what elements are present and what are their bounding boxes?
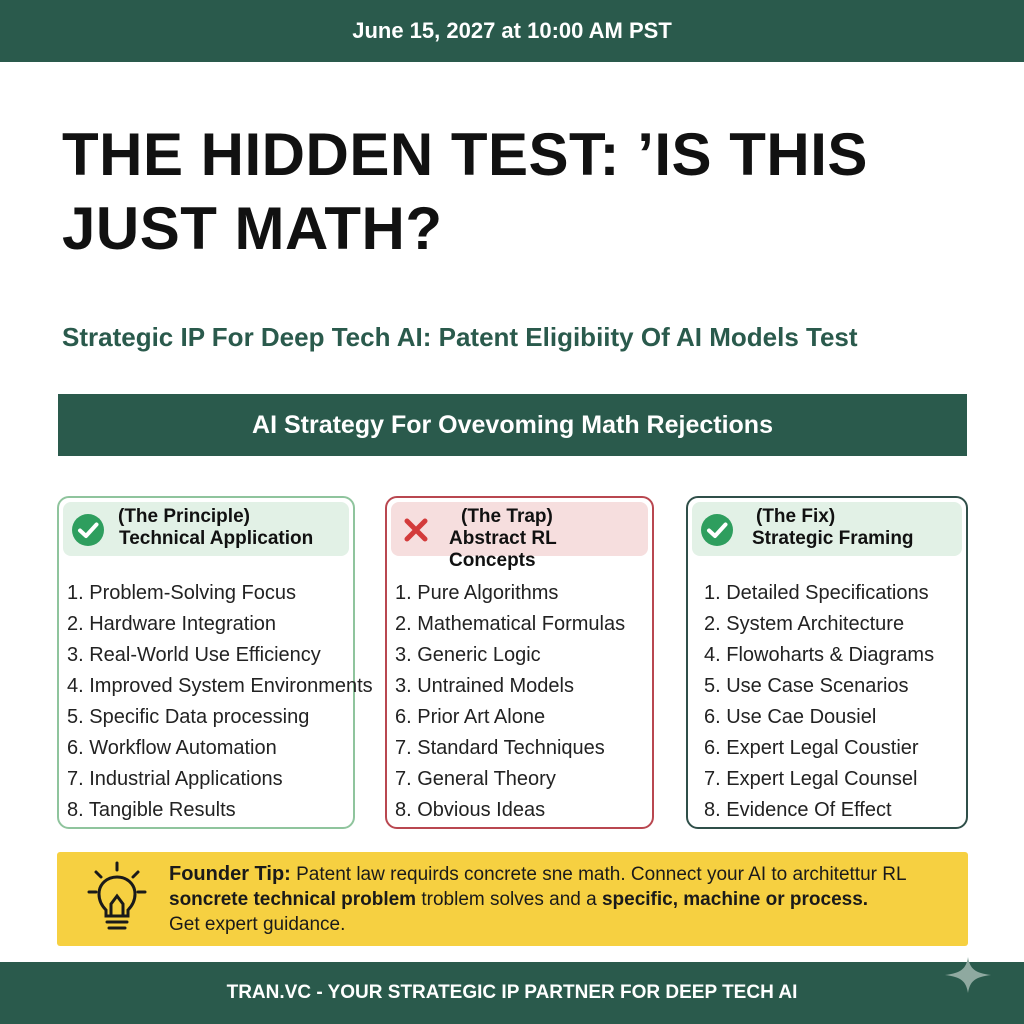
list-item: 4. Flowoharts & Diagrams <box>704 644 935 666</box>
tip-line-2 <box>169 887 959 912</box>
founder-tip-box <box>57 852 968 946</box>
list-item: 3. Real-World Use Efficiency <box>67 644 321 666</box>
fix-heading: Strategic Framing <box>752 528 914 549</box>
list-item: 2. Hardware Integration <box>67 613 277 635</box>
list-item: 5. Use Case Scenarios <box>704 675 909 697</box>
list-item: 5. Specific Data processing <box>67 706 310 728</box>
list-item: 1. Problem-Solving Focus <box>67 582 296 604</box>
check-circle-icon <box>71 513 105 547</box>
list-item: 4. Improved System Environments <box>67 675 373 697</box>
check-circle-icon <box>700 513 734 547</box>
principle-card-header <box>63 502 349 556</box>
top-date-bar <box>0 0 1024 62</box>
fix-tag: (The Fix) <box>756 506 836 527</box>
list-item: 1. Detailed Specifications <box>704 582 929 604</box>
page-title: THE HIDDEN TEST: ’IS THIS JUST MATH? <box>62 121 868 262</box>
x-mark-icon <box>399 513 433 547</box>
principle-heading: Technical Application <box>119 528 314 549</box>
trap-card <box>385 496 654 829</box>
list-item: 6. Prior Art Alone <box>395 706 546 728</box>
strategy-banner-text: AI Strategy For Ovevoming Math Rejections <box>252 410 773 439</box>
sparkle-icon <box>943 955 993 995</box>
footer-tagline: TRAN.VC - YOUR STRATEGIC IP PARTNER FOR DEEP TECH AI <box>226 982 798 1003</box>
list-item: 3. Generic Logic <box>395 644 541 666</box>
list-item: 3. Untrained Models <box>395 675 574 697</box>
list-item: 7. General Theory <box>395 768 556 790</box>
tip-line-1-text: Patent law requirds concrete sne math. Connect your AI to architettur RL <box>296 864 907 885</box>
fix-list <box>704 578 934 826</box>
tip-line-2-strong-end: specific, machine or process. <box>601 889 869 910</box>
founder-tip-text <box>169 862 959 937</box>
principle-card <box>57 496 373 829</box>
list-item: 6. Expert Legal Coustier <box>704 737 919 759</box>
list-item: 8. Evidence Of Effect <box>704 799 892 821</box>
trap-tag: (The Trap) <box>461 506 553 527</box>
trap-heading: Abstract RL Concepts <box>449 528 557 571</box>
tip-line-3: Get expert guidance. <box>169 914 346 935</box>
tip-label: Founder Tip: <box>169 863 291 885</box>
strategy-banner <box>58 394 967 456</box>
list-item: 2. System Architecture <box>704 613 905 635</box>
principle-tag: (The Principle) <box>118 506 250 527</box>
list-item: 7. Expert Legal Counsel <box>704 768 918 790</box>
lightbulb-icon <box>87 860 147 936</box>
list-item: 2. Mathematical Formulas <box>395 613 626 635</box>
principle-list <box>67 578 373 826</box>
list-item: 8. Tangible Results <box>67 799 236 821</box>
tip-line-1 <box>169 862 959 887</box>
list-item: 6. Use Cae Dousiel <box>704 706 877 728</box>
list-item: 7. Industrial Applications <box>67 768 283 790</box>
fix-card-header <box>692 502 962 556</box>
tip-line-2-text: troblem solves and a <box>421 889 597 910</box>
tip-line-2-strong: soncrete technical problem <box>169 889 417 910</box>
trap-list <box>395 578 625 826</box>
list-item: 1. Pure Algorithms <box>395 582 559 604</box>
footer-bar <box>0 962 1024 1024</box>
event-date: June 15, 2027 at 10:00 AM PST <box>352 18 672 43</box>
fix-card <box>686 496 968 829</box>
trap-card-header <box>391 502 648 571</box>
list-item: 8. Obvious Ideas <box>395 799 546 821</box>
list-item: 7. Standard Techniques <box>395 737 605 759</box>
list-item: 6. Workflow Automation <box>67 737 277 759</box>
page-subtitle: Strategic IP For Deep Tech AI: Patent Eligibiity Of AI Models Test <box>62 322 858 352</box>
